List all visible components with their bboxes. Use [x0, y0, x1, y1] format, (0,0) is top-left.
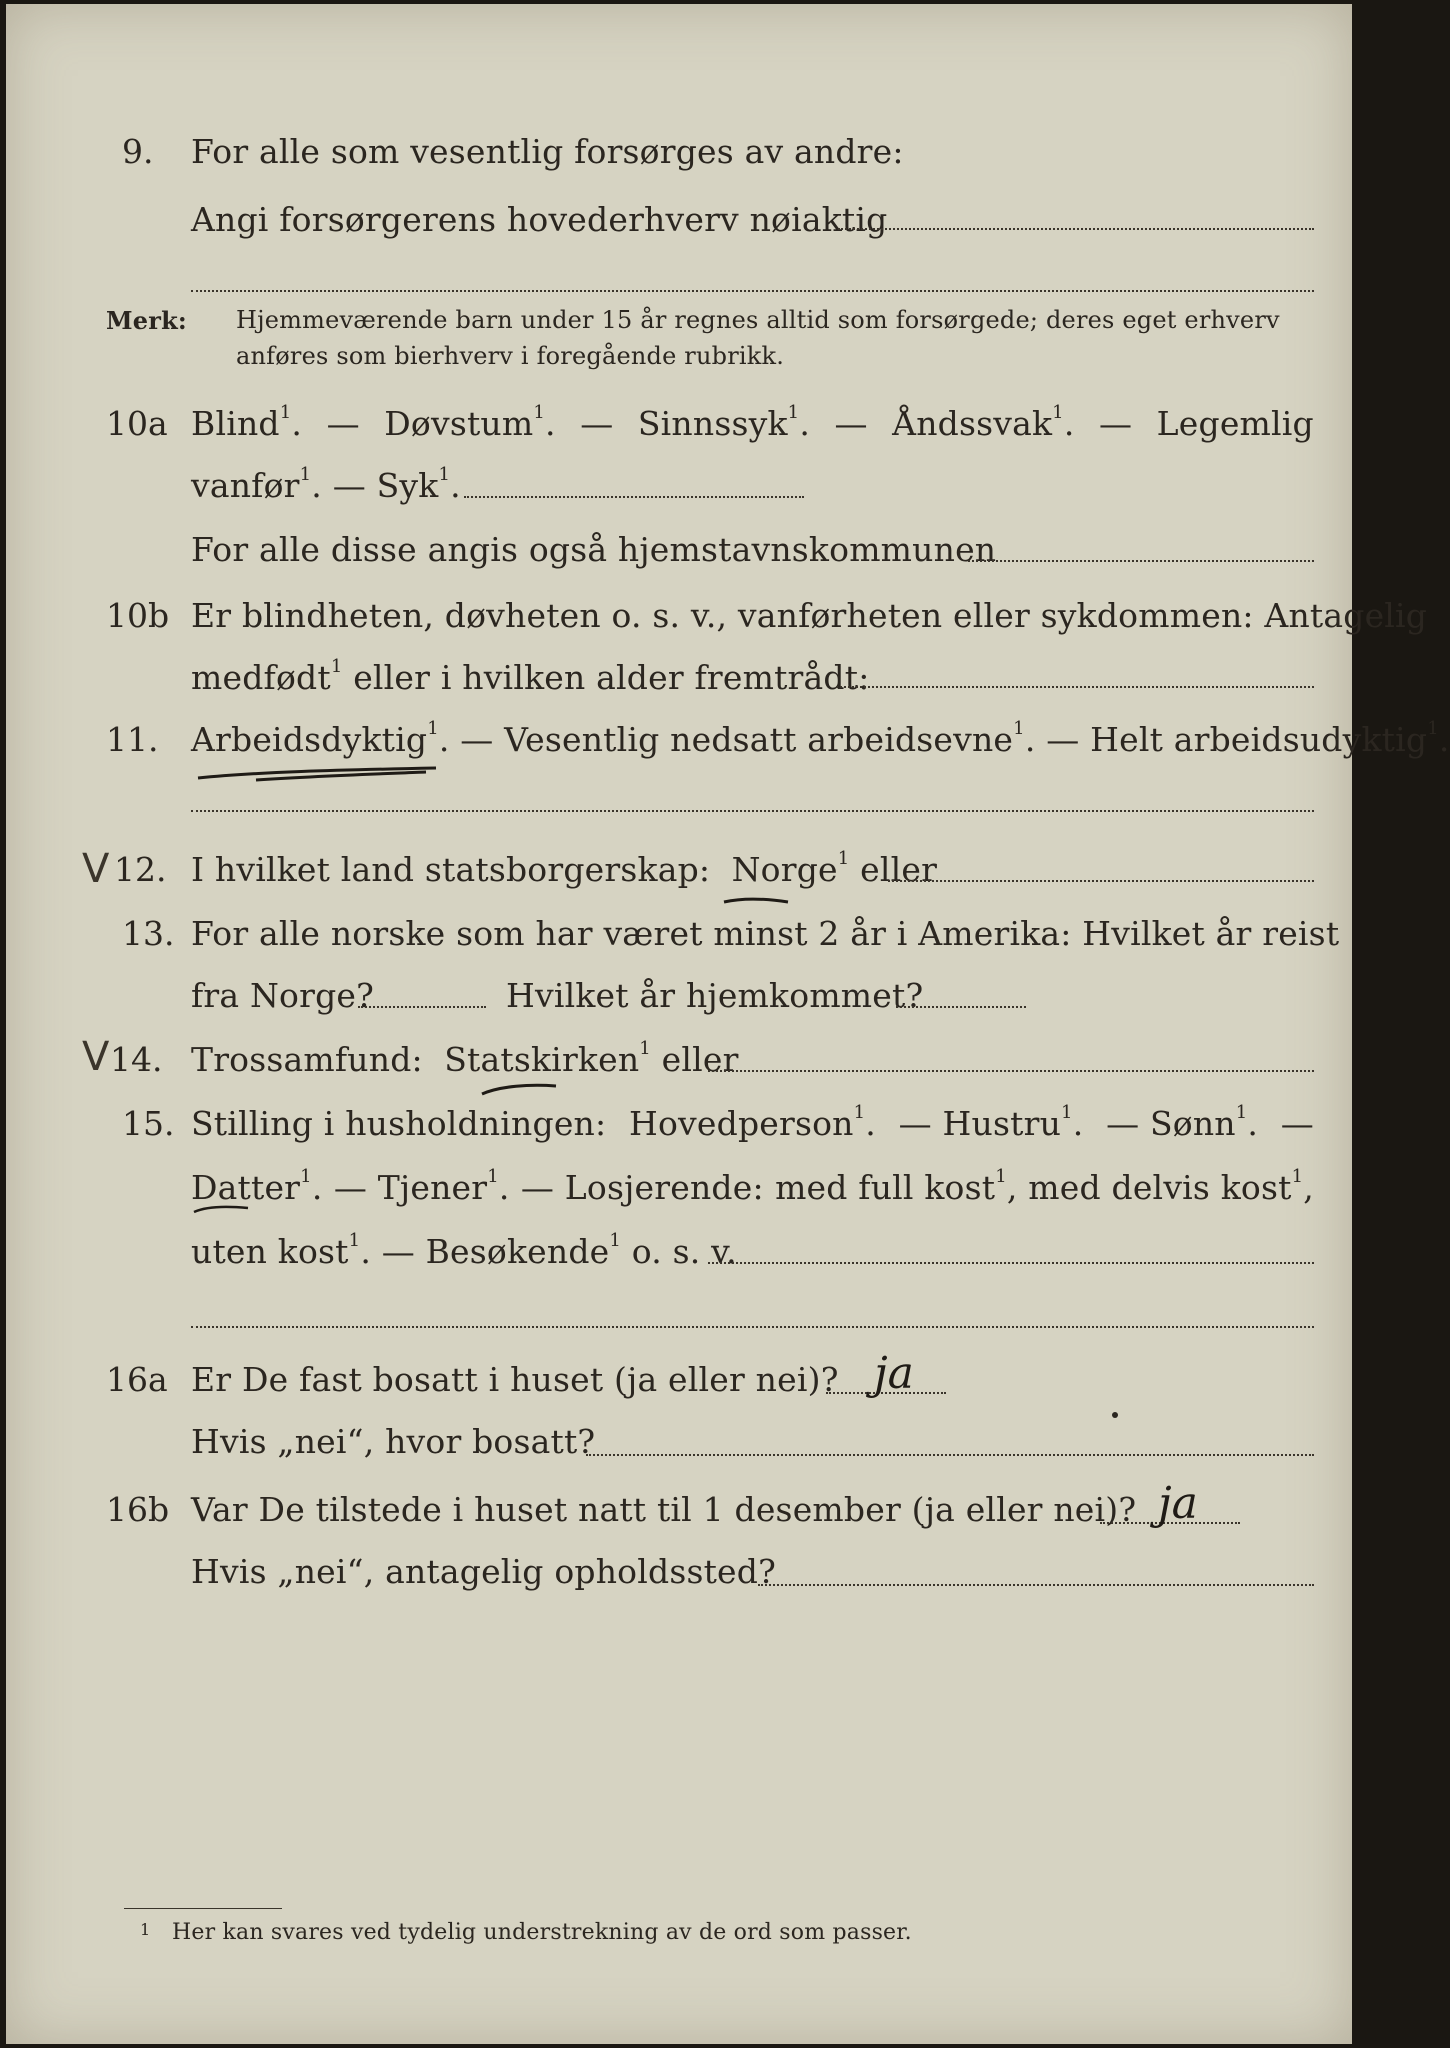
statskirken-underline	[480, 1082, 560, 1098]
q10a-sinnssyk: Sinnssyk$^1$.	[637, 402, 811, 443]
q10a-line1: Blind$^1$. — Døvstum$^1$. — Sinnssyk$^1$. — Åndssvak$^1$. — Legemlig	[191, 402, 1314, 443]
q10a-blind: Blind$^1$.	[191, 402, 303, 443]
q10a-andssvak: Åndssvak$^1$.	[892, 402, 1075, 443]
q16a-number: 16a	[106, 1360, 168, 1399]
q10a-line3: For alle disse angis også hjemstavnskommunen	[191, 530, 997, 569]
q10a-line2: vanfør$^1$. — Syk$^1$.	[191, 464, 461, 505]
q12-answer-line[interactable]	[888, 880, 1314, 882]
check-mark-12: V	[82, 846, 110, 892]
q14-line: Trossamfund: Statskirken$^1$ eller	[191, 1038, 739, 1079]
q15-line1: Stilling i husholdningen: Hovedperson$^1$. — Hustru$^1$. — Sønn$^1$. —	[191, 1102, 1314, 1143]
footnote-divider	[124, 1908, 282, 1909]
q10b-line1: Er blindheten, døvheten o. s. v., vanførheten eller sykdommen: Antagelig	[191, 596, 1428, 635]
q11-answer-line[interactable]	[191, 810, 1314, 812]
q16a-bosatt-line[interactable]	[586, 1454, 1314, 1456]
q10a-syk-line[interactable]	[464, 496, 804, 498]
merk-line1: Hjemmeværende barn under 15 år regnes alltid som forsørgede; deres eget erhverv	[236, 306, 1280, 334]
ink-dot	[1112, 1412, 1118, 1418]
q10b-line2: medfødt$^1$ eller i hvilken alder fremtrådt:	[191, 656, 870, 697]
q16b-opholdssted-line[interactable]	[758, 1584, 1314, 1586]
q16a-line2: Hvis „nei“, hvor bosatt?	[191, 1422, 596, 1461]
form-page	[6, 4, 1450, 2044]
q15-line3: uten kost$^1$. — Besøkende$^1$ o. s. v.	[191, 1230, 737, 1271]
q11-line: Arbeidsdyktig$^1$. — Vesentlig nedsatt arbeidsevne$^1$. — Helt arbeidsudyktig$^1$.	[191, 718, 1450, 759]
q13-line2b: Hvilket år hjemkommet?	[506, 976, 924, 1015]
q15-answer-line-2[interactable]	[191, 1326, 1314, 1328]
q15-answer-line[interactable]	[708, 1262, 1314, 1264]
q9-number: 9.	[122, 132, 154, 171]
q16a-handwritten-answer: ja	[874, 1348, 914, 1399]
arbeidsdyktig-underline	[196, 764, 446, 784]
q9-line2: Angi forsørgerens hovederhverv nøiaktig	[191, 200, 888, 239]
q13-hjemkommet-line[interactable]	[896, 1006, 1026, 1008]
q10a-number: 10a	[106, 404, 168, 443]
q13-number: 13.	[122, 914, 175, 953]
merk-line2: anføres som bierhverv i foregående rubrikk.	[236, 342, 785, 370]
q14-number: 14.	[110, 1040, 163, 1079]
q11-number: 11.	[106, 720, 159, 759]
q10a-legemlig: Legemlig	[1156, 404, 1314, 443]
q10b-answer-line[interactable]	[836, 686, 1314, 688]
norge-underline	[722, 896, 792, 908]
q16a-line1: Er De fast bosatt i huset (ja eller nei)?	[191, 1360, 839, 1399]
footnote: $^1$ Her kan svares ved tydelig understrekning av de ord som passer.	[140, 1920, 912, 1945]
merk-label: Merk:	[106, 306, 187, 335]
q16b-number: 16b	[106, 1490, 170, 1529]
q13-line2a: fra Norge?	[191, 976, 375, 1015]
q9-answer-line-2[interactable]	[191, 290, 1314, 292]
q10a-dovstum: Døvstum$^1$.	[384, 402, 556, 443]
q15-line2: Datter$^1$. — Tjener$^1$. — Losjerende: med full kost$^1$, med delvis kost$^1$,	[191, 1166, 1314, 1207]
q16b-line1: Var De tilstede i huset natt til 1 desember (ja eller nei)?	[191, 1490, 1137, 1529]
check-mark-14: V	[82, 1034, 110, 1080]
q13-reist-line[interactable]	[358, 1006, 486, 1008]
q13-line1: For alle norske som har været minst 2 år i Amerika: Hvilket år reist	[191, 914, 1340, 953]
q12-line: I hvilket land statsborgerskap: Norge$^1$ eller	[191, 848, 938, 889]
q14-answer-line[interactable]	[708, 1070, 1314, 1072]
q16b-handwritten-answer: ja	[1158, 1478, 1198, 1529]
q9-line1: For alle som vesentlig forsørges av andre:	[191, 132, 904, 171]
q16b-line2: Hvis „nei“, antagelig opholdssted?	[191, 1552, 776, 1591]
q9-answer-line[interactable]	[838, 228, 1314, 230]
q12-number: 12.	[114, 850, 167, 889]
datter-underline	[192, 1204, 252, 1216]
q15-number: 15.	[122, 1104, 175, 1143]
q10a-hjemstavn-line[interactable]	[968, 560, 1314, 562]
q10b-number: 10b	[106, 596, 170, 635]
